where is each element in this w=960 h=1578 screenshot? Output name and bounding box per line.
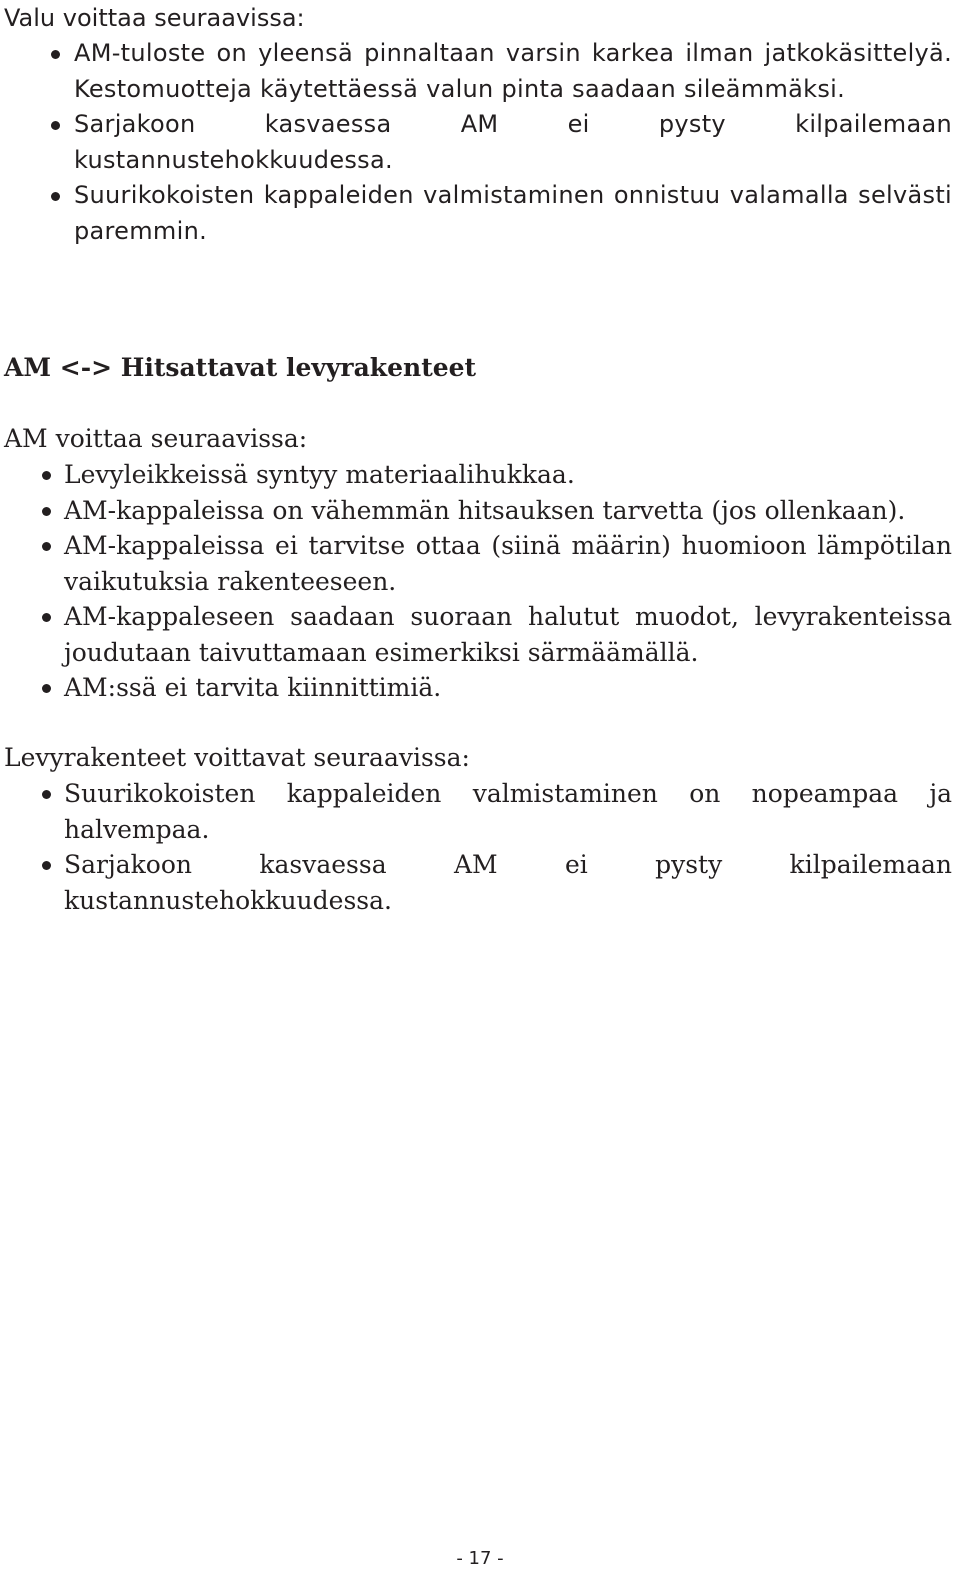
list-item xyxy=(4,776,952,847)
bullet-icon xyxy=(42,861,51,870)
bullet-icon xyxy=(42,684,51,693)
list-item xyxy=(4,528,952,599)
list-item xyxy=(4,178,952,249)
levy-wins-bullet-list xyxy=(4,776,952,918)
section-heading: AM <-> Hitsattavat levyrakenteet xyxy=(4,353,477,382)
bullet-icon xyxy=(42,613,51,622)
list-item-text: AM-kappaleseen saadaan suoraan halutut muodot, levyrakenteissa joudutaan taivuttamaan esimerkiksi särmäämällä. xyxy=(64,602,952,667)
bullet-icon xyxy=(42,542,51,551)
levy-wins-intro: Levyrakenteet voittavat seuraavissa: xyxy=(4,743,470,772)
bullet-icon xyxy=(42,790,51,799)
list-item xyxy=(4,107,952,178)
list-item-text: AM:ssä ei tarvita kiinnittimiä. xyxy=(64,673,442,702)
bullet-icon xyxy=(51,192,60,201)
am-wins-intro: AM voittaa seuraavissa: xyxy=(4,424,308,453)
valu-bullet-list xyxy=(4,36,952,249)
levy-wins-section xyxy=(4,740,952,918)
list-item-text: AM-kappaleissa ei tarvitse ottaa (siinä määrin) huomioon lämpötilan vaikutuksia rakenteeseen. xyxy=(64,531,952,596)
list-item xyxy=(4,847,952,918)
valu-section xyxy=(4,0,952,249)
list-item xyxy=(4,36,952,107)
list-item-text: AM-tuloste on yleensä pinnaltaan varsin karkea ilman jatkokäsittelyä. Kestomuotteja käytettäessä valun pinta saadaan sileämmäksi. xyxy=(74,39,952,103)
valu-intro: Valu voittaa seuraavissa: xyxy=(4,4,305,32)
list-item xyxy=(4,493,952,529)
list-item-text: Sarjakoon kasvaessa AM ei pysty kilpailemaan kustannustehokkuudessa. xyxy=(64,850,952,915)
list-item xyxy=(4,670,952,706)
list-item xyxy=(4,599,952,670)
bullet-icon xyxy=(51,50,60,59)
bullet-icon xyxy=(42,471,51,480)
list-item-text: Levyleikkeissä syntyy materiaalihukkaa. xyxy=(64,460,575,489)
am-wins-bullet-list xyxy=(4,457,952,706)
levy-heading-block xyxy=(4,350,952,386)
list-item-text: Sarjakoon kasvaessa AM ei pysty kilpailemaan kustannustehokkuudessa. xyxy=(74,110,952,174)
bullet-icon xyxy=(42,507,51,516)
am-wins-section xyxy=(4,421,952,706)
list-item-text: AM-kappaleissa on vähemmän hitsauksen tarvetta (jos ollenkaan). xyxy=(64,495,906,525)
list-item-text: Suurikokoisten kappaleiden valmistaminen onnistuu valamalla selvästi paremmin. xyxy=(74,181,952,245)
list-item-text: Suurikokoisten kappaleiden valmistaminen on nopeampaa ja halvempaa. xyxy=(64,779,952,844)
list-item xyxy=(4,457,952,493)
bullet-icon xyxy=(51,121,60,130)
page-number: - 17 - xyxy=(456,1548,504,1569)
